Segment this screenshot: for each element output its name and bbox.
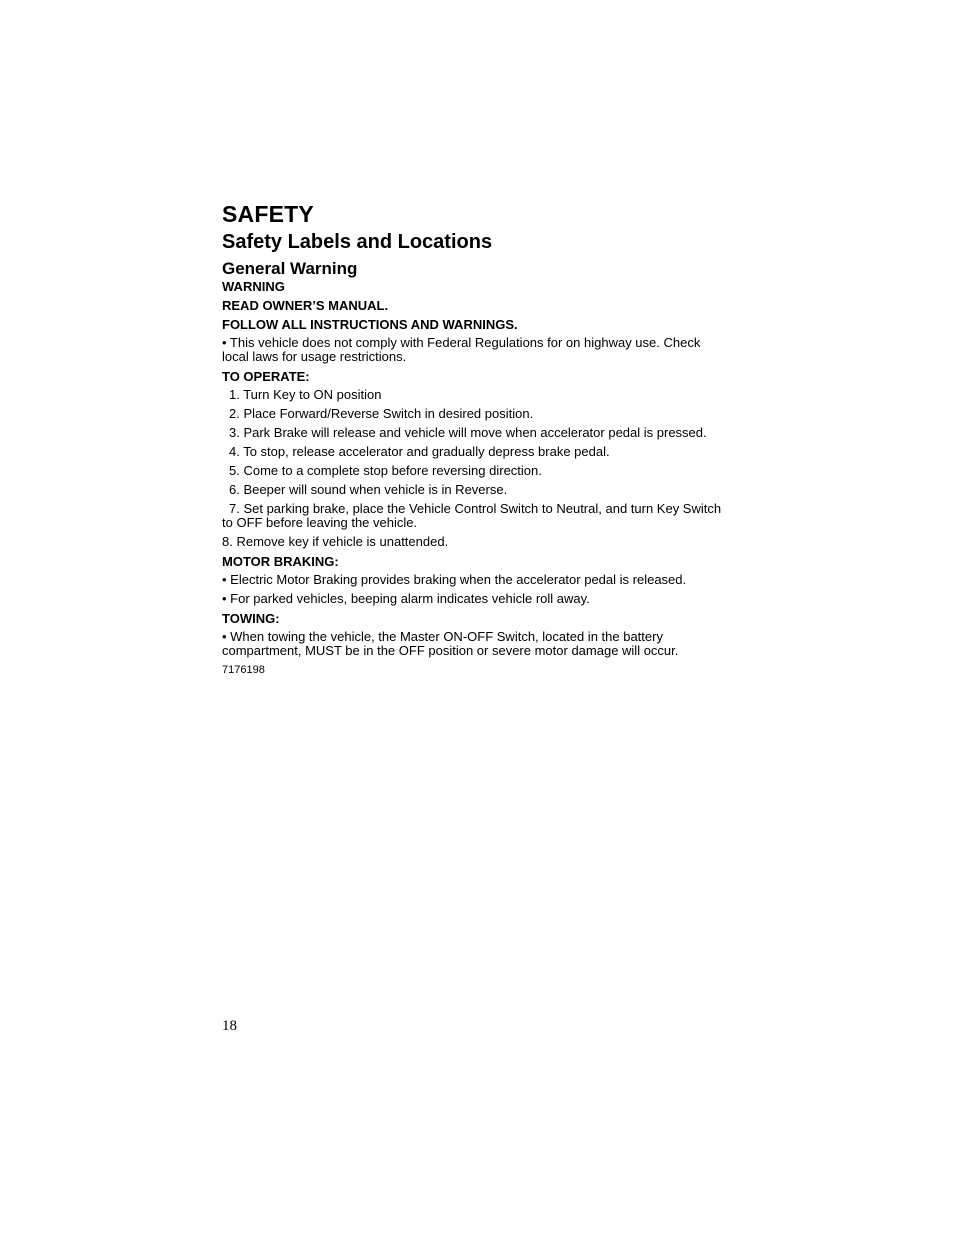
operate-step: 6. Beeper will sound when vehicle is in Reverse. [229, 482, 508, 497]
section-title: SAFETY [222, 201, 314, 227]
subsection-title: Safety Labels and Locations [222, 231, 493, 253]
page-number: 18 [222, 1018, 237, 1034]
manual-page-content [222, 200, 722, 677]
motor-braking-heading: MOTOR BRAKING: [222, 554, 339, 569]
operate-step: 3. Park Brake will release and vehicle will move when accelerator pedal is pressed. [229, 425, 707, 440]
motor-braking-item: • Electric Motor Braking provides braking when the accelerator pedal is released. [222, 572, 687, 587]
operate-step: 7. Set parking brake, place the Vehicle Control Switch to Neutral, and turn Key Switch to OFF before leaving the vehicle. [222, 501, 722, 530]
operate-step: 5. Come to a complete stop before reversing direction. [229, 463, 542, 478]
label-part-number: 7176198 [222, 664, 265, 676]
compliance-note: • This vehicle does not comply with Federal Regulations for on highway use. Check local laws for usage restrictions. [222, 335, 701, 364]
towing-heading: TOWING: [222, 611, 280, 626]
motor-braking-item: • For parked vehicles, beeping alarm indicates vehicle roll away. [222, 591, 590, 606]
operate-step: 2. Place Forward/Reverse Switch in desired position. [229, 406, 534, 421]
to-operate-heading: TO OPERATE: [222, 369, 310, 384]
warning-heading: WARNING [222, 279, 285, 294]
follow-instructions-line: FOLLOW ALL INSTRUCTIONS AND WARNINGS. [222, 317, 518, 332]
read-manual-line: READ OWNER’S MANUAL. [222, 298, 389, 313]
operate-step: 8. Remove key if vehicle is unattended. [222, 534, 449, 549]
towing-item: • When towing the vehicle, the Master ON-OFF Switch, located in the battery compartment, MUST be in the OFF position or severe motor damage will occur. [222, 629, 679, 658]
operate-step: 4. To stop, release accelerator and gradually depress brake pedal. [229, 444, 610, 459]
label-title: General Warning [222, 259, 358, 278]
operate-step: 1. Turn Key to ON position [229, 387, 382, 402]
